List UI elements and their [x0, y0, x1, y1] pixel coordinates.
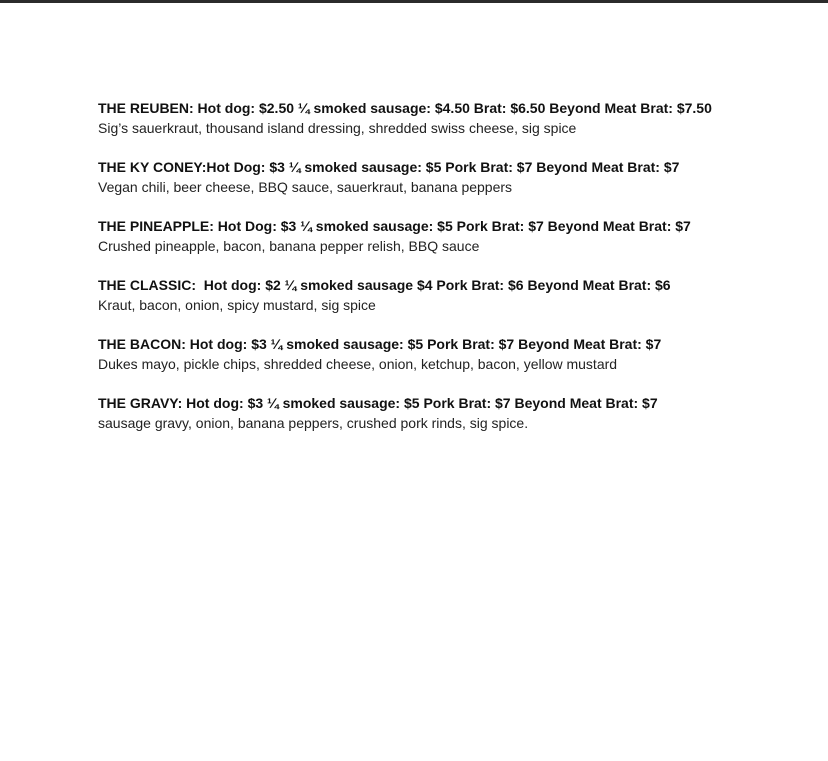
menu-item-description: sausage gravy, onion, banana peppers, crushed pork rinds, sig spice. [98, 415, 529, 431]
menu-item-classic [98, 275, 738, 315]
page-top-border [0, 0, 828, 3]
menu-list [98, 98, 738, 452]
menu-item-description: Kraut, bacon, onion, spicy mustard, sig spice [98, 297, 376, 313]
menu-item-pineapple [98, 216, 738, 256]
menu-item-description: Dukes mayo, pickle chips, shredded cheese, onion, ketchup, bacon, yellow mustard [98, 356, 618, 372]
menu-item-ky-coney [98, 157, 738, 197]
menu-item-reuben [98, 98, 738, 138]
menu-item-title: THE KY CONEY:Hot Dog: $3 ¼ smoked sausage: $5 Pork Brat: $7 Beyond Meat Brat: $7 [98, 159, 680, 175]
menu-item-description: Sig’s sauerkraut, thousand island dressing, shredded swiss cheese, sig spice [98, 120, 577, 136]
menu-item-title: THE CLASSIC: Hot dog: $2 ¼ smoked sausage $4 Pork Brat: $6 Beyond Meat Brat: $6 [98, 277, 671, 293]
menu-item-description: Crushed pineapple, bacon, banana pepper relish, BBQ sauce [98, 238, 480, 254]
menu-item-description: Vegan chili, beer cheese, BBQ sauce, sauerkraut, banana peppers [98, 179, 513, 195]
menu-item-title: THE REUBEN: Hot dog: $2.50 ¼ smoked sausage: $4.50 Brat: $6.50 Beyond Meat Brat: $7.50 [98, 100, 712, 116]
menu-item-title: THE PINEAPPLE: Hot Dog: $3 ¼ smoked sausage: $5 Pork Brat: $7 Beyond Meat Brat: $7 [98, 218, 691, 234]
menu-item-title: THE GRAVY: Hot dog: $3 ¼ smoked sausage: $5 Pork Brat: $7 Beyond Meat Brat: $7 [98, 395, 658, 411]
menu-item-title: THE BACON: Hot dog: $3 ¼ smoked sausage: $5 Pork Brat: $7 Beyond Meat Brat: $7 [98, 336, 662, 352]
menu-item-bacon [98, 334, 738, 374]
menu-item-gravy [98, 393, 738, 433]
